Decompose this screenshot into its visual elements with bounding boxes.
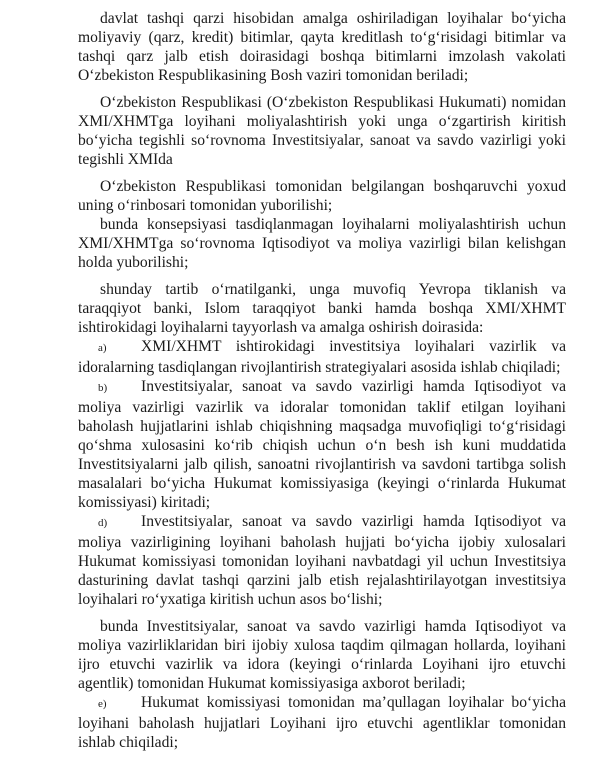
list-text-e: Hukumat komissiyasi tomonidan ma’qullagan loyihalar bo‘yicha loyihani baholash hujjatlari Loyihani ijro etuvchi agentliklar tomonidan ishlab chiqiladi; [78, 694, 566, 751]
list-marker-b: b) [98, 382, 108, 394]
paragraph-concept-not-approved: bunda konsepsiyasi tasdiqlanmagan loyihalarni moliyalashtirish uchun XMI/XHMTga so‘rovnoma Iqtisodiyot va moliya vazirligi bilan kelishgan holda yuborilishi; [78, 216, 566, 271]
list-item-e [78, 693, 566, 752]
paragraph-signing-authority: davlat tashqi qarzi hisobidan amalga oshiriladigan loyihalar bo‘yicha moliyaviy (qarz, kredit) bitimlar, qayta kreditlash to‘g‘risidagi bitimlar va tashqi qarz jalb etish doirasidagi boshqa bitimlarni imzolash vakolati O‘zbekiston Respublikasining Bosh vaziri tomonidan beriladi; [78, 10, 566, 84]
paragraph-manager-submission: O‘zbekiston Respublikasi tomonidan belgilangan boshqaruvchi yoxud uning o‘rinbosari tomonidan yuborilishi; [78, 178, 566, 214]
list-marker-e: e) [98, 698, 107, 710]
paragraph-request-submission: O‘zbekiston Respublikasi (O‘zbekiston Respublikasi Hukumati) nomidan XMI/XHMTga loyihani moliyalashtirish yoki unga o‘zgartirish kiritish bo‘yicha tegishli so‘rovnoma Investitsiyalar, sanoat va savdo vazirligi yoki tegishli XMIda [78, 94, 566, 168]
list-item-d [78, 512, 566, 609]
list-text-a: XMI/XHMT ishtirokidagi investitsiya loyihalari vazirlik va idoralarning tasdiqlangan rivojlantirish strategiyalari asosida ishlab chiqiladi; [78, 338, 566, 376]
list-marker-a: a) [98, 342, 107, 354]
list-item-b [78, 377, 566, 512]
list-marker-d: d) [98, 517, 108, 529]
paragraph-procedure-intro: shunday tartib o‘rnatilganki, unga muvofiq Yevropa tiklanish va taraqqiyot banki, Islom taraqqiyot banki hamda boshqa XMI/XHMT ishtirokidagi loyihalarni tayyorlash va amalga oshirish doirasida: [78, 281, 566, 336]
list-item-a [78, 337, 566, 377]
list-text-b: Investitsiyalar, sanoat va savdo vazirligi hamda Iqtisodiyot va moliya vazirligi vazirlik va idoralar tomonidan taklif etilgan loyihani baholash hujjatlarini ishlab chiqishning maqsadga muvofiqligi to‘g‘risidagi qo‘shma xulosasini ko‘rib chiqish uchun o‘n besh ish kuni muddatida Investitsiyalarni jalb qilish, sanoatni rivojlantirish va savdoni tartibga solish masalalari bo‘yicha Hukumat komissiyasiga (keyingi o‘rinlarda Hukumat komissiyasi) kiritadi; [78, 378, 566, 511]
document-page [78, 9, 566, 752]
paragraph-negative-conclusion: bunda Investitsiyalar, sanoat va savdo vazirligi hamda Iqtisodiyot va moliya vazirliklaridan biri ijobiy xulosa taqdim qilmagan hollarda, loyihani ijro etuvchi vazirlik va idora (keyingi o‘rinlarda Loyihani ijro etuvchi agentlik) tomonidan Hukumat komissiyasiga axborot beriladi; [78, 618, 566, 692]
list-text-d: Investitsiyalar, sanoat va savdo vazirligi hamda Iqtisodiyot va moliya vazirligining loyihani baholash hujjati bo‘yicha ijobiy xulosalari Hukumat komissiyasi tomonidan loyihani navbatdagi yil uchun Investitsiya dasturining davlat tashqi qarzini jalb etish rejalashtirilayotgan investitsiya loyihalari ro‘yxatiga kiritish uchun asos bo‘lishi; [78, 513, 566, 608]
